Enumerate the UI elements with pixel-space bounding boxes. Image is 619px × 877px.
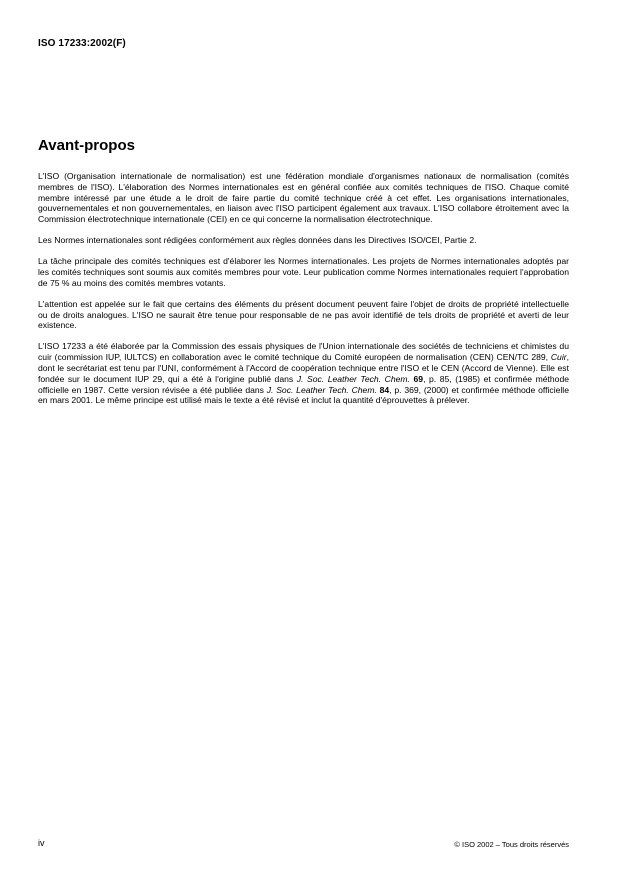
journal-volume-1: 69 xyxy=(413,373,424,384)
journal-title-1: J. Soc. Leather Tech. Chem. xyxy=(296,373,410,384)
paragraph-5-text-1: L'ISO 17233 a été élaborée par la Commission des essais physiques de l'Union internationale des sociétés de techniciens et chimistes du cuir (commission IUP, IULTCS) en collaboration avec le comité technique du Comité européen de normalisation (CEN) CEN/TC 289, xyxy=(38,341,569,363)
section-title: Avant-propos xyxy=(38,137,135,154)
paragraph-4: L'attention est appelée sur le fait que certains des éléments du présent document peuvent faire l'objet de droits de propriété intellectuelle ou de droits analogues. L'ISO ne saurait être tenue pour responsable de ne pas avoir identifié de tels droits de propriété et averti de leur existence. xyxy=(38,298,569,331)
committee-name: Cuir xyxy=(550,352,567,363)
paragraph-3: La tâche principale des comités techniques est d'élaborer les Normes internationales. Les projets de Normes internationales adoptés par les comités techniques sont soumis aux comités membres pour vote. Leur publication comme Normes internationales requiert l'approbation de 75 % au moins des comités membres votants. xyxy=(38,256,569,288)
paragraph-2: Les Normes internationales sont rédigées conformément aux règles données dans les Directives ISO/CEI, Partie 2. xyxy=(38,235,477,246)
copyright-notice: © ISO 2002 – Tous droits réservés xyxy=(454,840,569,849)
page-number: iv xyxy=(38,838,45,848)
paragraph-1: L'ISO (Organisation internationale de normalisation) est une fédération mondiale d'organismes nationaux de normalisation (comités membres de l'ISO). L'élaboration des Normes internationales est en général confiée aux comités techniques de l'ISO. Chaque comité membre intéressé par une étude a le droit de faire partie du comité technique créé à cet effet. Les organisations internationales, gouvernementales et non gouvernementales, en liaison avec l'ISO participent également aux travaux. L'ISO collabore étroitement avec la Commission électrotechnique internationale (CEI) en ce qui concerne la normalisation électrotechnique. xyxy=(38,171,569,225)
paragraph-5-text-4: , p. 369, (2000) et confirmée méthode officielle en mars 2001. Le même principe est utilisé mais le texte a été révisé et inclut la quantité d'éprouvettes à prélever. xyxy=(38,384,569,406)
paragraph-5-text-3: , p. 85, (1985) et confirmée méthode officielle en 1987. Cette version révisée a été publiée dans xyxy=(38,373,570,395)
paragraph-5 xyxy=(38,341,569,406)
journal-volume-2: 84 xyxy=(379,384,390,395)
foreword-body xyxy=(38,171,569,416)
journal-title-2: J. Soc. Leather Tech. Chem. xyxy=(266,384,377,395)
document-header: ISO 17233:2002(F) xyxy=(38,38,126,49)
paragraph-5-text-2: , dont le secrétariat est tenu par l'UNI, conformément à l'Accord de coopération technique entre l'ISO et le CEN (Accord de Vienne). Elle est fondée sur le document IUP 29, qui a été à l'origine publié dans xyxy=(38,352,569,384)
